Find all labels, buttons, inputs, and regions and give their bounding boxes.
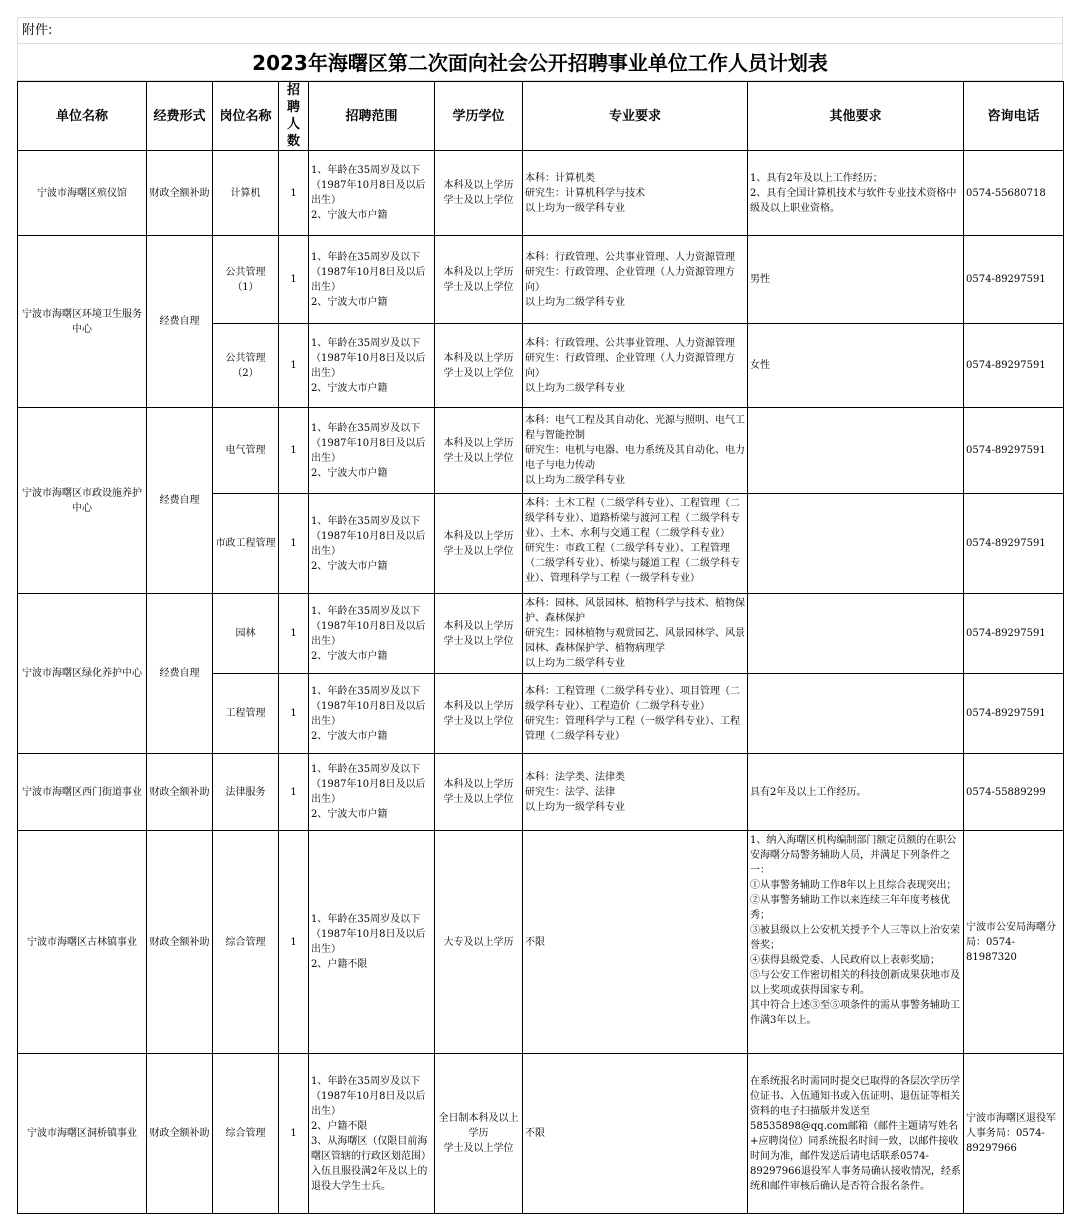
table-row [18,408,1064,494]
phone-cell: 0574-89297591 [964,494,1064,594]
education-cell: 本科及以上学历 学士及以上学位 [435,594,523,674]
scope-cell: 1、年龄在35周岁及以下 （1987年10月8日及以后出生） 2、宁波大市户籍 [309,754,435,831]
position-cell: 计算机 [213,151,279,236]
count-cell: 1 [279,151,309,236]
education-cell: 本科及以上学历 学士及以上学位 [435,324,523,408]
scope-cell: 1、年龄在35周岁及以下 （1987年10月8日及以后出生） 2、户籍不限 3、从海曙区（仅限目前海曙区管辖的行政区划范围）入伍且服役满2年及以上的退役大学生士兵。 [309,1054,435,1214]
phone-cell: 0574-55889299 [964,754,1064,831]
other-cell [748,594,964,674]
funding-cell: 经费自理 [147,594,213,754]
table-header-row [18,82,1064,151]
scope-cell: 1、年龄在35周岁及以下 （1987年10月8日及以后出生） 2、宁波大市户籍 [309,151,435,236]
phone-cell: 宁波市海曙区退役军人事务局：0574-89297966 [964,1054,1064,1214]
count-cell: 1 [279,754,309,831]
scope-cell: 1、年龄在35周岁及以下 （1987年10月8日及以后出生） 2、宁波大市户籍 [309,594,435,674]
phone-cell: 0574-89297591 [964,408,1064,494]
major-text: 本科：土木工程（二级学科专业）、工程管理（二级学科专业）、道路桥梁与渡河工程（二级学科专业）、土木、水利与交通工程（二级学科专业） 研究生：市政工程（二级学科专业）、工程管理（二级学科专业）、桥梁与隧道工程（二级学科专业）、管理科学与工程（一级学科专业） [525,498,740,584]
major-cell [523,494,748,594]
unit-cell: 宁波市海曙区洞桥镇事业 [18,1054,147,1214]
major-cell: 本科：计算机类 研究生：计算机科学与技术 以上均为一级学科专业 [523,151,748,236]
unit-cell: 宁波市海曙区古林镇事业 [18,831,147,1054]
education-cell: 本科及以上学历 学士及以上学位 [435,408,523,494]
unit-cell: 宁波市海曙区殡仪馆 [18,151,147,236]
other-cell: 男性 [748,236,964,324]
education-cell: 本科及以上学历 学士及以上学位 [435,754,523,831]
major-cell: 不限 [523,831,748,1054]
phone-cell: 0574-55680718 [964,151,1064,236]
header-scope: 招聘范围 [309,82,435,151]
education-cell: 本科及以上学历 学士及以上学位 [435,674,523,754]
position-cell: 工程管理 [213,674,279,754]
position-cell: 公共管理（1） [213,236,279,324]
other-cell: 女性 [748,324,964,408]
major-cell: 本科：工程管理（二级学科专业）、项目管理（二级学科专业）、工程造价（二级学科专业） 研究生：管理科学与工程（一级学科专业）、工程管理（二级学科专业） [523,674,748,754]
funding-cell: 经费自理 [147,236,213,408]
phone-cell: 宁波市公安局海曙分局：0574-81987320 [964,831,1064,1054]
other-cell: 具有2年及以上工作经历。 [748,754,964,831]
other-text: 1、纳入海曙区机构编制部门额定员额的在职公安海曙分局警务辅助人员，并满足下列条件之一： ①从事警务辅助工作8年以上且综合表现突出； ②从事警务辅助工作以来连续三年年度考核优秀； ③被县级以上公安机关授予个人三等以上治安荣誉奖； ④获得县级党委、人民政府以上表彰奖励； ⑤与公安工作密切相关的科技创新成果获地市及以上奖项或获得国家专利。 其中符合上述③至⑤项条件的需从事警务辅助工作满3年以上。 [750,835,960,1026]
position-cell: 园林 [213,594,279,674]
unit-cell: 宁波市海曙区绿化养护中心 [18,594,147,754]
header-phone: 咨询电话 [964,82,1064,151]
recruitment-table [17,81,1064,1214]
position-cell: 法律服务 [213,754,279,831]
header-major: 专业要求 [523,82,748,151]
major-cell: 本科：行政管理、公共事业管理、人力资源管理 研究生：行政管理、企业管理（人力资源管理方向） 以上均为二级学科专业 [523,236,748,324]
other-cell [748,831,964,1054]
scope-cell: 1、年龄在35周岁及以下 （1987年10月8日及以后出生） 2、户籍不限 [309,831,435,1054]
header-unit: 单位名称 [18,82,147,151]
education-cell: 全日制本科及以上学历 学士及以上学位 [435,1054,523,1214]
count-cell: 1 [279,594,309,674]
funding-cell: 财政全额补助 [147,1054,213,1214]
scope-cell: 1、年龄在35周岁及以下 （1987年10月8日及以后出生） 2、宁波大市户籍 [309,324,435,408]
table-row [18,151,1064,236]
position-cell: 综合管理 [213,1054,279,1214]
education-cell: 本科及以上学历 学士及以上学位 [435,236,523,324]
table-row [18,236,1064,324]
position-cell: 综合管理 [213,831,279,1054]
table-row [18,594,1064,674]
header-position: 岗位名称 [213,82,279,151]
header-funding: 经费形式 [147,82,213,151]
major-cell: 本科：电气工程及其自动化、光源与照明、电气工程与智能控制 研究生：电机与电器、电力系统及其自动化、电力电子与电力传动 以上均为二级学科专业 [523,408,748,494]
phone-cell: 0574-89297591 [964,594,1064,674]
page-title: 2023年海曙区第二次面向社会公开招聘事业单位工作人员计划表 [17,43,1063,81]
scope-cell: 1、年龄在35周岁及以下 （1987年10月8日及以后出生） 2、宁波大市户籍 [309,674,435,754]
table-row [18,831,1064,1054]
count-cell: 1 [279,324,309,408]
header-other: 其他要求 [748,82,964,151]
header-education: 学历学位 [435,82,523,151]
position-cell: 市政工程管理 [213,494,279,594]
phone-cell: 0574-89297591 [964,674,1064,754]
unit-cell: 宁波市海曙区环境卫生服务中心 [18,236,147,408]
education-cell: 大专及以上学历 [435,831,523,1054]
funding-cell: 财政全额补助 [147,754,213,831]
scope-cell: 1、年龄在35周岁及以下 （1987年10月8日及以后出生） 2、宁波大市户籍 [309,236,435,324]
table-row [18,1054,1064,1214]
other-cell: 1、具有2年及以上工作经历； 2、具有全国计算机技术与软件专业技术资格中级及以上职业资格。 [748,151,964,236]
funding-cell: 财政全额补助 [147,151,213,236]
count-cell: 1 [279,408,309,494]
count-cell: 1 [279,831,309,1054]
major-cell: 不限 [523,1054,748,1214]
major-cell: 本科：园林、风景园林、植物科学与技术、植物保护、森林保护 研究生：园林植物与观赏园艺、风景园林学、风景园林、森林保护学、植物病理学 以上均为二级学科专业 [523,594,748,674]
unit-cell: 宁波市海曙区西门街道事业 [18,754,147,831]
unit-cell: 宁波市海曙区市政设施养护中心 [18,408,147,594]
funding-cell: 经费自理 [147,408,213,594]
count-cell: 1 [279,1054,309,1214]
count-cell: 1 [279,674,309,754]
other-cell [748,494,964,594]
count-cell: 1 [279,494,309,594]
phone-cell: 0574-89297591 [964,324,1064,408]
funding-cell: 财政全额补助 [147,831,213,1054]
scope-cell: 1、年龄在35周岁及以下 （1987年10月8日及以后出生） 2、宁波大市户籍 [309,408,435,494]
scope-cell: 1、年龄在35周岁及以下 （1987年10月8日及以后出生） 2、宁波大市户籍 [309,494,435,594]
other-cell [748,408,964,494]
major-cell: 本科：法学类、法律类 研究生：法学、法律 以上均为一级学科专业 [523,754,748,831]
header-count: 招聘人数 [279,82,309,151]
table-row [18,754,1064,831]
count-cell: 1 [279,236,309,324]
other-cell [748,674,964,754]
education-cell: 本科及以上学历 学士及以上学位 [435,151,523,236]
position-cell: 电气管理 [213,408,279,494]
phone-cell: 0574-89297591 [964,236,1064,324]
position-cell: 公共管理（2） [213,324,279,408]
attachment-label: 附件: [17,17,1063,43]
major-cell: 本科：行政管理、公共事业管理、人力资源管理 研究生：行政管理、企业管理（人力资源管理方向） 以上均为二级学科专业 [523,324,748,408]
education-cell: 本科及以上学历 学士及以上学位 [435,494,523,594]
other-cell: 在系统报名时需同时提交已取得的各层次学历学位证书、入伍通知书或入伍证明、退伍证等相关资料的电子扫描版并发送至58535898@qq.com邮箱（邮件主题请写姓名+应聘岗位）同系统报名时间一致，以邮件接收时间为准，邮件发送后请电话联系0574-89297966退役军人事务局确认接收情况，经系统和邮件审核后确认是否符合报名条件。 [748,1054,964,1214]
